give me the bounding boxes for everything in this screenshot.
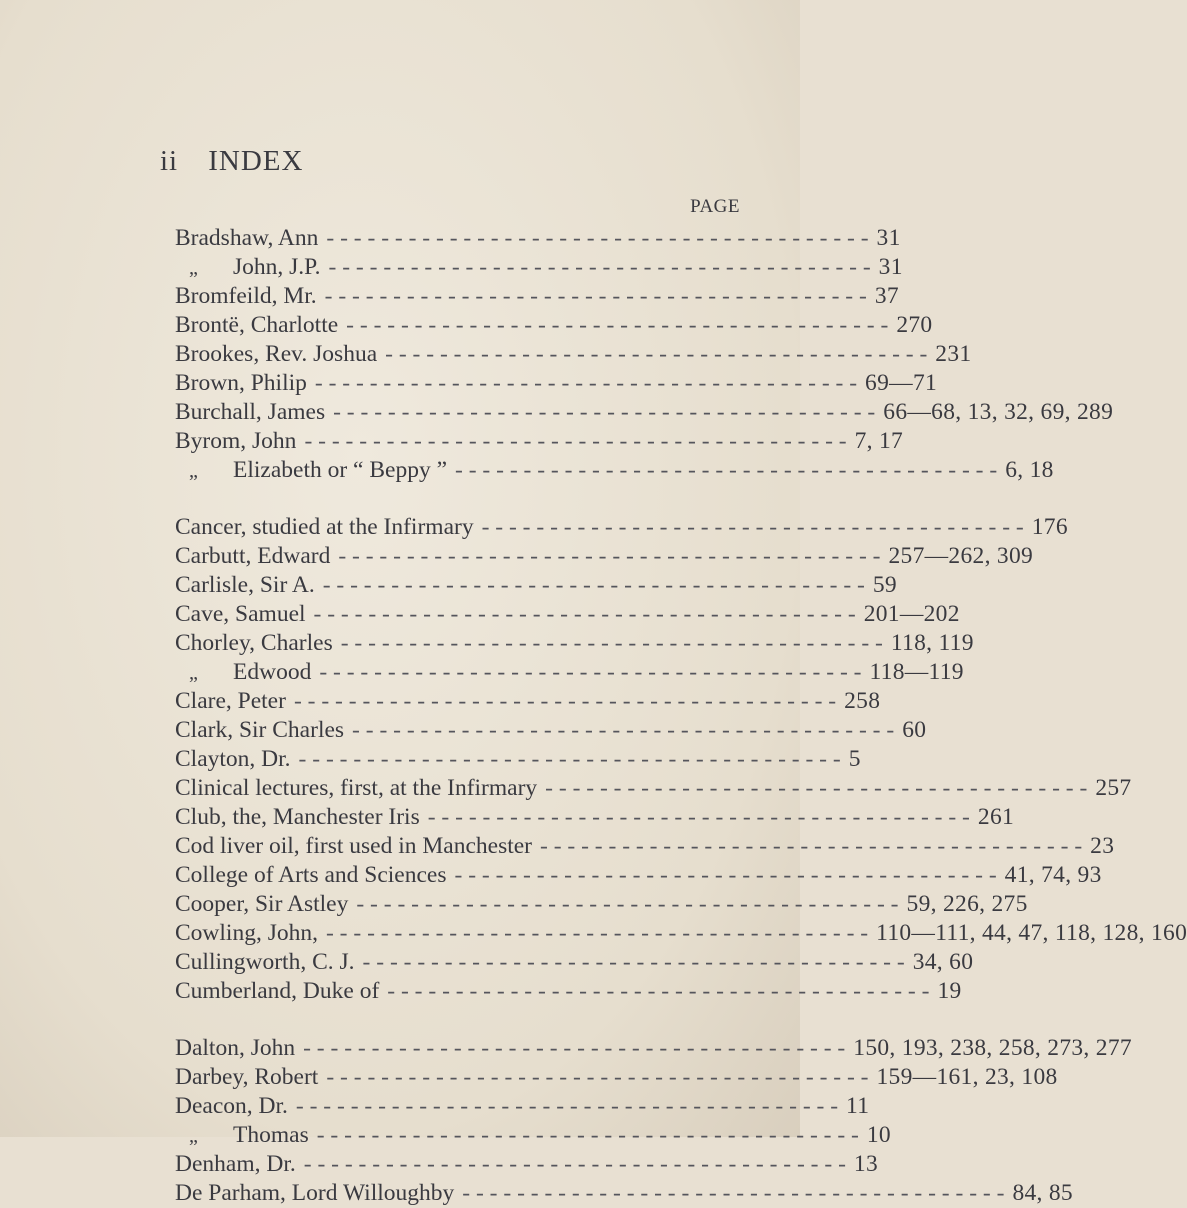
leader-dashes: - - - - - - - - - - - - - - - - - - - - - - - - - - - - - - - - - - - - - - - - — [298, 746, 841, 772]
entry-pages: 11 — [846, 1093, 870, 1119]
entry-name-text: Cod liver oil, first used in Manchester — [175, 833, 532, 859]
index-entry — [175, 803, 1015, 832]
entry-name — [175, 340, 377, 369]
index-entry — [175, 513, 1068, 542]
entry-pages: 59, 226, 275 — [906, 891, 1028, 917]
entry-name-text: Clark, Sir Charles — [175, 717, 345, 743]
entry-pages: 159—161, 23, 108 — [876, 1064, 1058, 1090]
entry-name-text: Brookes, Rev. Joshua — [175, 341, 378, 367]
entry-name-text: Denham, Dr. — [175, 1151, 296, 1177]
entry-pages: 13 — [853, 1151, 879, 1177]
entry-pages: 118—119 — [869, 659, 964, 685]
index-entry — [175, 398, 1114, 427]
entry-name — [175, 571, 315, 600]
entry-name — [175, 1034, 295, 1063]
leader-dashes: - - - - - - - - - - - - - - - - - - - - - - - - - - - - - - - - - - - - - - - - — [356, 891, 899, 917]
leader-dashes: - - - - - - - - - - - - - - - - - - - - - - - - - - - - - - - - - - - - - - - - — [326, 1064, 869, 1090]
entry-pages: 7, 17 — [854, 428, 904, 454]
index-entry — [175, 1179, 1073, 1208]
entry-name-text: Edwood — [233, 659, 312, 685]
entry-pages: 270 — [896, 312, 933, 338]
index-entries — [175, 224, 1187, 1208]
entry-name — [175, 948, 355, 977]
leader-dashes: - - - - - - - - - - - - - - - - - - - - - - - - - - - - - - - - - - - - - - - - — [454, 862, 997, 888]
entry-name-text: Club, the, Manchester Iris — [175, 804, 420, 830]
index-entry — [175, 456, 1054, 485]
entry-name-text: Chorley, Charles — [175, 630, 333, 656]
leader-dashes: - - - - - - - - - - - - - - - - - - - - - - - - - - - - - - - - - - - - - - - - — [352, 717, 895, 743]
leader-dashes: - - - - - - - - - - - - - - - - - - - - - - - - - - - - - - - - - - - - - - - - — [316, 1122, 859, 1148]
index-entry — [175, 716, 927, 745]
entry-name-text: Cullingworth, C. J. — [175, 949, 355, 975]
entry-pages: 257 — [1095, 775, 1132, 801]
index-entry — [175, 571, 897, 600]
entry-pages: 257—262, 309 — [888, 543, 1034, 569]
entry-name — [175, 774, 537, 803]
entry-pages: 258 — [844, 688, 881, 714]
entry-name-text: Cancer, studied at the Infirmary — [175, 514, 474, 540]
entry-name-text: Carbutt, Edward — [175, 543, 331, 569]
leader-dashes: - - - - - - - - - - - - - - - - - - - - - - - - - - - - - - - - - - - - - - - - — [314, 370, 858, 396]
page-number: ii — [160, 145, 179, 177]
leader-dashes: - - - - - - - - - - - - - - - - - - - - - - - - - - - - - - - - - - - - - - - - — [303, 1035, 846, 1061]
leader-dashes: - - - - - - - - - - - - - - - - - - - - - - - - - - - - - - - - - - - - - - - - — [362, 949, 905, 975]
entry-name-text: Brontë, Charlotte — [175, 312, 339, 338]
entry-name — [175, 629, 333, 658]
entry-pages: 41, 74, 93 — [1004, 862, 1102, 888]
entry-name — [175, 427, 296, 456]
index-entry — [175, 1150, 879, 1179]
group-spacer — [175, 1006, 741, 1034]
entry-pages: 118, 119 — [890, 630, 974, 656]
entry-pages: 60 — [902, 717, 927, 743]
index-entry — [175, 745, 861, 774]
index-entry — [175, 832, 1115, 861]
index-entry — [175, 1121, 891, 1150]
entry-name-text: Clare, Peter — [175, 688, 286, 714]
entry-name — [175, 398, 325, 427]
entry-name — [175, 1121, 309, 1151]
index-entry — [175, 427, 904, 456]
leader-dashes: - - - - - - - - - - - - - - - - - - - - - - - - - - - - - - - - - - - - - - - - — [326, 225, 869, 251]
entry-pages: 176 — [1031, 514, 1068, 540]
entry-pages: 6, 18 — [1005, 457, 1054, 483]
entry-name-text: College of Arts and Sciences — [175, 862, 447, 888]
entry-name-text: Burchall, James — [175, 399, 326, 425]
index-entry — [175, 600, 960, 629]
group-spacer — [175, 485, 741, 513]
entry-name — [175, 861, 447, 890]
entry-pages: 231 — [935, 341, 972, 367]
entry-name — [175, 542, 330, 571]
ditto-mark: „ — [189, 257, 198, 279]
entry-name-text: John, J.P. — [233, 254, 321, 280]
entry-pages: 59 — [872, 572, 897, 598]
leader-dashes: - - - - - - - - - - - - - - - - - - - - - - - - - - - - - - - - - - - - - - - - — [387, 978, 930, 1004]
entry-pages: 66—68, 13, 32, 69, 289 — [883, 399, 1114, 425]
entry-name-text: Cowling, John, — [175, 920, 318, 946]
index-entry — [175, 948, 974, 977]
leader-dashes: - - - - - - - - - - - - - - - - - - - - - - - - - - - - - - - - - - - - - - - - — [481, 514, 1024, 540]
index-entry — [175, 1092, 870, 1121]
entry-name-text: Carlisle, Sir A. — [175, 572, 315, 598]
leader-dashes: - - - - - - - - - - - - - - - - - - - - - - - - - - - - - - - - - - - - - - - - — [293, 688, 837, 714]
ditto-mark: „ — [189, 662, 198, 684]
leader-dashes: - - - - - - - - - - - - - - - - - - - - - - - - - - - - - - - - - - - - - - - - — [295, 1093, 839, 1119]
leader-dashes: - - - - - - - - - - - - - - - - - - - - - - - - - - - - - - - - - - - - - - - - — [427, 804, 970, 830]
entry-name — [175, 716, 344, 745]
entry-pages: 201—202 — [863, 601, 960, 627]
entry-pages: 110—111, 44, 47, 118, 128, 160 — [876, 920, 1187, 946]
index-entry — [175, 977, 962, 1006]
index-entry — [175, 340, 972, 369]
entry-name-text: Bromfeild, Mr. — [175, 283, 317, 309]
index-entry — [175, 369, 938, 398]
index-entry — [175, 687, 881, 716]
index-entry — [175, 253, 903, 282]
entry-name — [175, 253, 321, 283]
index-entry — [175, 282, 899, 311]
entry-name — [175, 513, 474, 542]
leader-dashes: - - - - - - - - - - - - - - - - - - - - - - - - - - - - - - - - - - - - - - - - — [324, 283, 867, 309]
entry-name-text: Byrom, John — [175, 428, 297, 454]
entry-name — [175, 803, 420, 832]
index-entry — [175, 224, 901, 253]
page-header — [160, 145, 303, 178]
entry-name-text: Cooper, Sir Astley — [175, 891, 349, 917]
entry-name-text: Bradshaw, Ann — [175, 225, 319, 251]
entry-pages: 31 — [876, 225, 901, 251]
entry-name-text: Darbey, Robert — [175, 1064, 319, 1090]
entry-name-text: Deacon, Dr. — [175, 1093, 288, 1119]
entry-name — [175, 311, 338, 340]
ditto-mark: „ — [189, 1125, 198, 1147]
entry-name — [175, 1063, 318, 1092]
leader-dashes: - - - - - - - - - - - - - - - - - - - - - - - - - - - - - - - - - - - - - - - - — [304, 428, 847, 454]
entry-name — [175, 1150, 296, 1179]
entry-name — [175, 919, 318, 948]
page-column-label: PAGE — [690, 196, 740, 217]
entry-pages: 261 — [977, 804, 1015, 830]
entry-name — [175, 745, 291, 774]
index-entry — [175, 629, 974, 658]
entry-pages: 19 — [937, 978, 962, 1004]
entry-name-text: Brown, Philip — [175, 370, 307, 396]
leader-dashes: - - - - - - - - - - - - - - - - - - - - - - - - - - - - - - - - - - - - - - - - — [338, 543, 881, 569]
leader-dashes: - - - - - - - - - - - - - - - - - - - - - - - - - - - - - - - - - - - - - - - - — [313, 601, 856, 627]
entry-pages: 10 — [866, 1122, 891, 1148]
entry-name — [175, 890, 348, 919]
entry-name — [175, 1092, 288, 1121]
leader-dashes: - - - - - - - - - - - - - - - - - - - - - - - - - - - - - - - - - - - - - - - - — [540, 833, 1083, 859]
index-entry — [175, 1063, 1058, 1092]
index-entry — [175, 919, 1187, 948]
leader-dashes: - - - - - - - - - - - - - - - - - - - - - - - - - - - - - - - - - - - - - - - - — [462, 1180, 1005, 1206]
entry-pages: 5 — [848, 746, 861, 772]
entry-name — [175, 282, 317, 311]
leader-dashes: - - - - - - - - - - - - - - - - - - - - - - - - - - - - - - - - - - - - - - - - — [346, 312, 889, 338]
entry-name-text: De Parham, Lord Willoughby — [175, 1180, 455, 1206]
page-title: INDEX — [208, 145, 304, 177]
entry-name — [175, 369, 307, 398]
entry-pages: 37 — [874, 283, 899, 309]
entry-pages: 84, 85 — [1012, 1180, 1073, 1206]
entry-pages: 23 — [1090, 833, 1115, 859]
entry-name — [175, 832, 532, 861]
entry-name-text: Cave, Samuel — [175, 601, 306, 627]
leader-dashes: - - - - - - - - - - - - - - - - - - - - - - - - - - - - - - - - - - - - - - - - — [303, 1151, 846, 1177]
entry-pages: 31 — [878, 254, 903, 280]
entry-name-text: Clinical lectures, first, at the Infirmary — [175, 775, 538, 801]
entry-name — [175, 1179, 454, 1208]
leader-dashes: - - - - - - - - - - - - - - - - - - - - - - - - - - - - - - - - - - - - - - - - — [328, 254, 871, 280]
entry-name-text: Clayton, Dr. — [175, 746, 291, 772]
entry-name-text: Thomas — [233, 1122, 309, 1148]
entry-pages: 150, 193, 238, 258, 273, 277 — [853, 1035, 1132, 1061]
leader-dashes: - - - - - - - - - - - - - - - - - - - - - - - - - - - - - - - - - - - - - - - - — [322, 572, 865, 598]
leader-dashes: - - - - - - - - - - - - - - - - - - - - - - - - - - - - - - - - - - - - - - - - — [340, 630, 883, 656]
index-entry — [175, 658, 964, 687]
entry-pages: 34, 60 — [912, 949, 974, 975]
leader-dashes: - - - - - - - - - - - - - - - - - - - - - - - - - - - - - - - - - - - - - - - - — [455, 457, 998, 483]
leader-dashes: - - - - - - - - - - - - - - - - - - - - - - - - - - - - - - - - - - - - - - - - — [319, 659, 862, 685]
entry-name — [175, 977, 379, 1006]
entry-name-text: Elizabeth or “ Beppy ” — [233, 457, 448, 483]
index-entry — [175, 861, 1102, 890]
index-entry — [175, 774, 1132, 803]
entry-name — [175, 224, 318, 253]
index-entry — [175, 1034, 1132, 1063]
leader-dashes: - - - - - - - - - - - - - - - - - - - - - - - - - - - - - - - - - - - - - - - - — [333, 399, 876, 425]
leader-dashes: - - - - - - - - - - - - - - - - - - - - - - - - - - - - - - - - - - - - - - - - — [325, 920, 869, 946]
entry-pages: 69—71 — [865, 370, 938, 396]
entry-name-text: Cumberland, Duke of — [175, 978, 380, 1004]
index-entry — [175, 311, 933, 340]
entry-name — [175, 687, 286, 716]
ditto-mark: „ — [189, 460, 198, 482]
entry-name — [175, 658, 311, 688]
leader-dashes: - - - - - - - - - - - - - - - - - - - - - - - - - - - - - - - - - - - - - - - - — [385, 341, 928, 367]
index-entry — [175, 542, 1034, 571]
entry-name — [175, 456, 447, 486]
index-entry — [175, 890, 1028, 919]
entry-name — [175, 600, 306, 629]
leader-dashes: - - - - - - - - - - - - - - - - - - - - - - - - - - - - - - - - - - - - - - - - — [545, 775, 1088, 801]
entry-name-text: Dalton, John — [175, 1035, 296, 1061]
